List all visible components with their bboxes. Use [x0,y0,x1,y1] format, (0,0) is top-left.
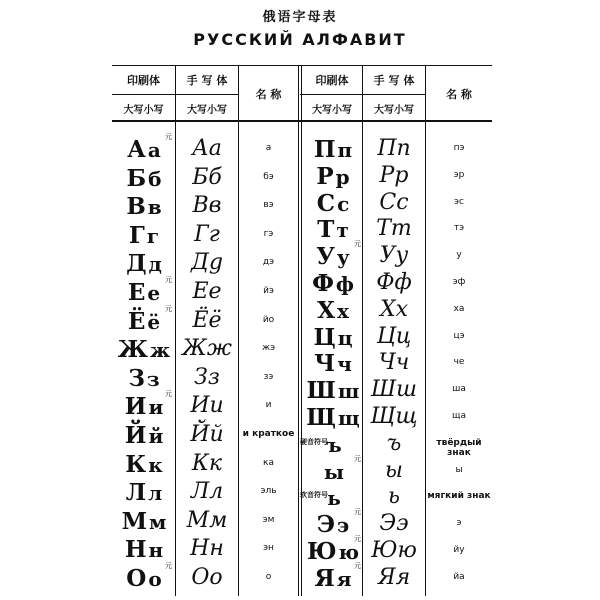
left_rows-printed-upper: А [127,136,146,163]
left_rows-vowel-tag: 元 [165,390,172,399]
left_rows-printed-upper: Д [126,250,147,278]
left_rows-printed-lower: в [147,195,162,220]
left_rows-handwritten-cell: Зз [194,364,220,390]
left_rows-vowel-tag: 元 [165,562,172,570]
left_rows-handwritten-cell: Лл [190,479,224,505]
left_rows-printed-upper: Б [126,164,147,192]
right_rows-printed-lower: ш [337,379,360,404]
header-bottom-rule [112,120,492,122]
left_rows-printed-lower: и [148,395,164,420]
right_rows-handwritten-cell: Рр [379,162,409,188]
right_rows-printed-upper: Т [317,216,335,244]
right_rows-name-cell: йу [453,545,465,555]
right_rows-vowel-tag: 元 [354,508,361,517]
right_rows-printed-cell [302,189,364,217]
left_rows-printed-cell [113,450,175,478]
left_rows-printed-lower: й [148,424,164,448]
right_rows-sign-label: 硬音符号 [300,437,328,446]
left_rows-printed-upper: О [126,565,147,592]
left_rows-printed-lower: к [148,452,163,477]
header-printed-right: 印刷体 [315,74,349,87]
right_rows-name-cell: эр [453,169,465,180]
right_rows-printed-upper: Ц [313,323,336,351]
left_rows-printed-lower: г [146,223,160,248]
left_rows-printed-cell [113,250,175,278]
right_rows-printed-lower: я [336,566,352,591]
table-top-rule [112,65,492,66]
right_rows-printed-cell [302,138,364,161]
right_rows-handwritten-cell: Пп [377,136,411,161]
right_rows-handwritten-cell: Чч [378,350,410,376]
left_rows-printed-lower: м [149,509,167,534]
left_rows-name-cell: эм [262,514,275,525]
header-name-right: 名 称 [446,88,472,101]
right_rows-handwritten-cell: Тт [376,216,412,242]
right_rows-printed-lower: щ [338,406,360,430]
left_rows-printed-cell [113,507,175,535]
left_rows-name-cell: зэ [263,371,274,382]
right_rows-name-cell: ща [452,411,466,421]
left_rows-printed-cell [113,221,175,249]
left_rows-printed-upper: К [125,450,147,478]
header-printed-left: 印刷体 [127,74,160,87]
right_rows-printed-cell [302,350,364,378]
left_rows-handwritten-cell: Ии [190,393,224,419]
header-handwritten-left: 手 写 体 [186,74,228,87]
right_rows-handwritten-cell: Хх [379,296,409,322]
left_rows-handwritten-cell: Кк [191,450,223,476]
right_rows-handwritten-cell: Шш [371,377,417,403]
left_rows-name-cell: и краткое [242,429,295,439]
right_rows-printed-upper: Ф [312,270,334,297]
left_rows-printed-lower: н [148,538,164,563]
left_rows-name-cell: жэ [261,343,276,354]
left_rows-printed-upper: Е [127,279,146,306]
right_rows-printed-upper: Р [316,162,334,190]
left_rows-vowel-tag: 元 [165,304,172,313]
right_rows-printed-upper: Ш [306,377,336,405]
left_rows-name-cell: эль [260,486,277,497]
right_rows-printed-cell [302,406,364,429]
left_rows-printed-cell [113,479,175,507]
left_rows-name-cell: вэ [263,200,274,211]
right_rows-vowel-tag: 元 [354,454,361,463]
left_rows-printed-lower: а [147,138,161,162]
right_rows-name-cell: у [456,250,462,261]
right_rows-name-cell: мягкий знак [427,491,491,502]
left_rows-vowel-tag: 元 [165,133,172,141]
left_rows-handwritten-cell: Ее [192,279,222,304]
left_rows-printed-lower: д [148,252,162,277]
right_rows-printed-cell [302,272,364,295]
right_rows-name-cell: тэ [453,223,465,234]
left_rows-printed-upper: В [126,193,146,221]
header-name-left: 名 称 [255,88,282,101]
right_rows-handwritten-cell: Ээ [379,511,409,537]
left_rows-handwritten-cell: Жж [182,336,232,362]
right_rows-vowel-tag: 元 [354,240,361,249]
left_rows-name-cell: эн [263,543,274,554]
right_rows-printed-upper: Щ [306,404,337,431]
right_rows-printed-upper: С [316,189,336,217]
left_rows-printed-cell [113,536,175,564]
right_rows-name-cell: йа [453,571,465,582]
right_rows-printed-lower: ц [337,325,353,350]
right_rows-printed-lower: у [336,245,350,270]
left_rows-printed-upper: Л [125,479,147,507]
right_rows-name-cell: твёрдый знак [436,437,482,458]
right_rows-printed-upper: Ч [314,350,336,378]
left_rows-printed-cell [113,164,175,192]
left_rows-handwritten-cell: Бб [192,164,222,190]
right_rows-name-cell: ы [455,464,463,475]
right_rows-printed-upper: Э [316,511,336,539]
right_rows-printed-upper: Х [317,296,335,324]
right_rows-name-cell: эс [454,196,464,207]
right_rows-name-cell: ша [452,384,466,395]
header-handwritten-right: 手 写 体 [373,74,415,87]
right_rows-handwritten-cell: Фф [376,270,412,295]
right_rows-name-cell: че [453,357,465,368]
right_rows-handwritten-cell: Юю [371,538,417,563]
left_rows-printed-lower: л [148,481,163,506]
center-double-divider-a [298,66,299,596]
right_rows-printed-cell [302,162,364,190]
left_rows-handwritten-cell: Дg [191,250,223,276]
left_rows-printed-upper: М [121,507,148,535]
right_rows-printed-lower: р [335,164,350,189]
left_rows-printed-lower: б [148,166,162,191]
right_rows-vowel-tag: 元 [354,535,361,543]
left_rows-printed-cell [113,336,175,364]
right_rows-printed-lower: э [337,513,350,538]
right_rows-name-cell: цэ [453,330,465,341]
left_rows-printed-cell [113,193,175,221]
left_rows-name-cell: о [265,572,272,582]
header-cases-handwritten-left: 大写小写 [187,105,227,116]
right_rows-printed-lower: ю [338,540,360,564]
right_rows-name-cell: эф [452,277,466,287]
right_rows-handwritten-cell: Сс [379,189,409,215]
header-cases-handwritten-right: 大写小写 [374,105,414,116]
right_rows-printed-lower: ь [327,486,341,511]
left_rows-name-cell: йэ [263,286,274,296]
right_rows-vowel-tag: 元 [354,561,361,570]
right_rows-name-cell: ха [453,303,465,314]
left_rows-printed-cell [113,424,175,447]
left_rows-printed-upper: Ё [127,307,146,335]
right_rows-printed-cell [302,323,364,351]
left_rows-handwritten-cell: Вв [192,193,222,219]
right_rows-printed-upper: У [316,243,335,271]
left_rows-name-cell: гэ [263,228,274,239]
left_rows-printed-upper: Ж [117,336,148,364]
left_rows-handwritten-cell: Ёё [192,307,222,333]
left_rows-printed-upper: З [128,364,145,392]
page-title-chinese: 俄语字母表 [262,10,338,25]
left_rows-handwritten-cell: Йй [190,422,224,447]
right_rows-handwritten-cell: Уу [379,243,409,269]
right_rows-printed-cell [302,216,364,244]
right_rows-handwritten-cell: ъ [386,430,402,456]
right_rows-printed-upper: Я [314,564,335,592]
left_rows-printed-upper: Й [124,422,147,449]
left_rows-printed-upper: Г [128,221,145,249]
left_rows-handwritten-cell: Гг [194,221,220,247]
right_rows-printed-lower: ч [337,352,352,377]
right_rows-name-cell: э [456,518,462,529]
right_rows-printed-upper: Ю [306,538,337,565]
left_rows-printed-lower: о [148,567,162,591]
left_rows-name-cell: и [265,400,272,411]
left_rows-name-cell: ка [263,457,274,468]
right_rows-printed-lower: х [336,298,349,323]
left_rows-printed-lower: з [146,366,160,391]
right_rows-handwritten-cell: ь [388,484,400,510]
left_rows-name-cell: а [265,143,272,153]
left_rows-vowel-tag: 元 [165,276,172,284]
left_rows-printed-upper: И [124,393,147,421]
left_rows-handwritten-cell: Мм [186,507,228,533]
page-title-russian: РУССКИЙ АЛФАВИТ [193,30,407,49]
right_rows-handwritten-cell: ы [385,457,403,483]
left_rows-handwritten-cell: Аа [192,136,222,161]
left_rows-name-cell: дэ [262,257,275,268]
right_rows-handwritten-cell: Цц [376,323,412,349]
right_rows-handwritten-cell: Яя [377,564,411,590]
header-cases-printed-right: 大写小写 [312,105,352,116]
left_rows-handwritten-cell: Нн [190,536,224,562]
left_rows-printed-lower: ё [147,309,161,334]
right_rows-printed-upper: П [313,136,336,163]
left_rows-printed-lower: е [147,281,161,305]
right_rows-printed-cell [302,377,364,405]
right_rows-printed-lower: т [336,218,349,243]
right_rows-printed-lower: ъ [326,432,342,457]
right_rows-handwritten-cell: Щщ [370,404,418,429]
subheader-rule-right [300,94,426,95]
right_rows-printed-lower: ы [323,459,345,484]
left_rows-name-cell: бэ [263,171,274,182]
left_rows-printed-lower: ж [149,338,171,363]
right_rows-printed-cell [302,296,364,324]
right_rows-printed-lower: п [337,138,353,162]
left_rows-handwritten-cell: Оо [191,565,223,590]
right_rows-printed-lower: ф [335,272,354,296]
header-cases-printed-left: 大写小写 [123,105,164,116]
right_rows-sign-label: 软音符号 [300,491,328,500]
left_rows-printed-cell [113,364,175,392]
right_rows-name-cell: пэ [453,143,465,153]
left_rows-name-cell: йо [262,314,275,325]
left_rows-printed-upper: Н [124,536,147,564]
right_rows-printed-lower: с [337,191,350,216]
